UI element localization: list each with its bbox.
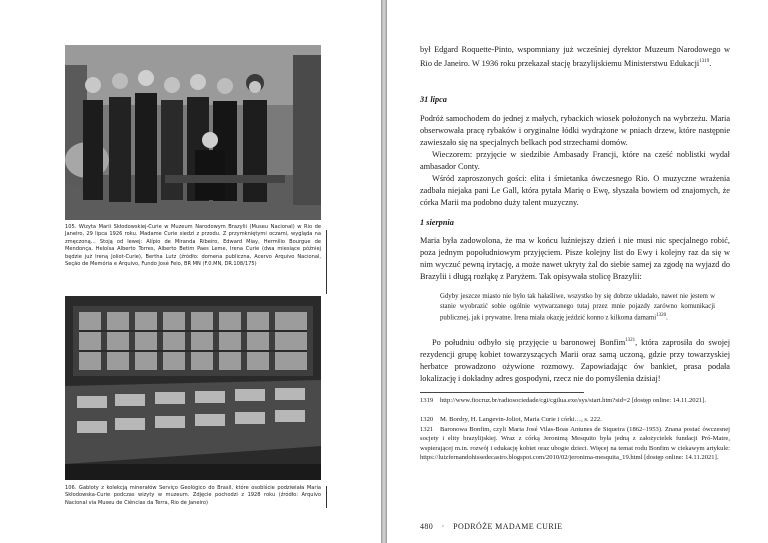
- caption-rule-2: [326, 486, 327, 508]
- footnote: 1321 Baronowa Bonfim, czyli Maria José Vilas-Boas Antunes de Siqueira (1862–1953). Znana postać ówczesnej socjety i elity brazylijskiej. Wraz z córką Jeronimą Mesquito była jedną z założycielek fundacji Pró-Matre, wspierającej m.in. rozwój i edukację kobiet oraz ubogie dzieci. Więcej na temat rodu Bonfim w ciekawym artykule: https://luizfernandohissedecastro.blogspot.com/2010/02/jeronima-mesquita_19.html [dostęp online: 14.11.2021].: [420, 426, 730, 462]
- letter-quote: Gdyby jeszcze miasto nie było tak hałaśliwe, wszystko by się dobrze układało, nawet nie jestem w stanie wyobrazić sobie ogólnie wytwarzanego tutaj przez mnie pojazdy zarówno komunikacji publicznej, jak i prywatne. Irena miała okazję jeździć konno z kilkoma damami$^{1320}$.: [440, 293, 715, 322]
- paragraph: Wieczorem: przyjęcie w siedzibie Ambasady Francji, które na cześć noblistki wydał ambasador Conty.: [420, 150, 730, 171]
- left-page: [0, 0, 381, 543]
- group-photo-image: [65, 45, 321, 220]
- intro-paragraph: był Edgard Roquette-Pinto, wspomniany już wcześniej dyrektor Muzeum Narodowego w Rio de Janeiro. W 1936 roku przekazał stację brazylijskiemu Ministerstwu Edukacji$^{1319}$.: [420, 45, 730, 68]
- footnote: 1319 http://www.fiocruz.br/radiosociedade/cgi/cgilua.exe/sys/start.htm?sid=2 [dostęp online: 14.11.2021].: [420, 397, 707, 404]
- paragraph: Podróż samochodem do jednej z małych, rybackich wiosek położonych na wybrzeżu. Maria obserwowała pracę rybaków i oryginalne łódki wydrążone w pniach drzew, które następnie zawieszało się na specjalnych belkach pod strzechami domów.: [420, 114, 730, 147]
- footer-separator: ·: [441, 522, 445, 531]
- footnote: 1320 M. Bordry, H. Langevin-Joliot, Maria Curie i córki…, s. 222.: [420, 416, 602, 423]
- paragraph: Maria była zadowolona, że ma w końcu luźniejszy dzień i nie musi nic specjalnego robić, poza jednym popołudniowym przyjęciem. Pisze kolejny list do Ewy i kolejny raz da się w nim wyczuć pewną irytację, a może nawet ukryty żal do siebie samej za zgodę na wyjazd do Brazylii i długą rozłąkę z Paryżem. Tak opisywała stolicę Brazylii:: [420, 236, 730, 281]
- footnote-ref-1319[interactable]: 1319: [699, 59, 710, 64]
- date-heading-31-july: 31 lipca: [420, 95, 447, 104]
- page-footer: [420, 522, 562, 531]
- photo-caption-105: 105. Wizyta Marii Skłodowskiej-Curie w Muzeum Narodowym Brazylii (Museu Nacional) w Rio de Janeiro, 29 lipca 1926 roku. Madame Curie siedzi z przodu. Z przymkniętymi oczami, wygląda na zmęczoną… Stoją od lewej: Alípio de Miranda Ribeiro, Edward Miay, Hermílio Bourgue de Mendonça, Heloísa Alberto Torres, Alberto Betim Paes Leme, Irena Curie (dwa miesiące później będzie już Ireną Joliot-Curie), Bertha Lutz (źródło: domena publiczna, Acervo Arquivo Nacional, Seção de Memória e Arquivo, Fundo José Feio, BR MN (F.0.MN, DR.108/175): [65, 224, 321, 268]
- mineral-cabinets-photo: [65, 296, 321, 480]
- date-heading-1-august: 1 sierpnia: [420, 218, 454, 227]
- mineral-cabinets-image: [65, 296, 321, 480]
- running-title: PODRÓŻE MADAME CURIE: [453, 522, 563, 531]
- photo-caption-106: 106. Gabloty z kolekcją minerałów Serviço Geológico do Brasil, które osobiście podziwiała Maria Skłodowska-Curie podczas wizyty w muzeum. Zdjęcie pochodzi z 1928 roku (źródło: Arquivo Nacional via Museu de Ciências da Terra, Rio de Janeiro): [65, 485, 321, 506]
- footnote-ref-1320[interactable]: 1320: [656, 313, 667, 319]
- footnote-ref-1321[interactable]: 1321: [625, 338, 636, 343]
- caption-rule: [326, 230, 327, 294]
- page-number: 480: [420, 522, 434, 531]
- footnote-divider: [420, 392, 584, 393]
- reception-paragraph: Po południu odbyło się przyjęcie u baronowej Bonfim$^{1321}$, która zaprosiła do swojej rezydencji grupę kobiet towarzyszących Marii oraz samą uczoną, gdzie przy towarzyskiej herbatce prowadzono ożywione rozmowy. Zapowiadając ów bankiet, prasa podała lokalizację i dokładny adres gospodyni, rzecz nie do pomyślenia dzisiaj!: [420, 337, 731, 383]
- paragraph: Wśród zaproszonych gości: elita i śmietanka ówczesnego Rio. O muzyczne wrażenia zadbała niejaka pani Le Gall, która pytała Marię o Ewę, słyszała bowiem od znajomych, że córka Marii ma podobno duży talent muzyczny.: [420, 174, 730, 207]
- august-entry: [420, 235, 730, 283]
- group-photo-museum-visit: [65, 45, 321, 220]
- july-entry: [420, 113, 730, 209]
